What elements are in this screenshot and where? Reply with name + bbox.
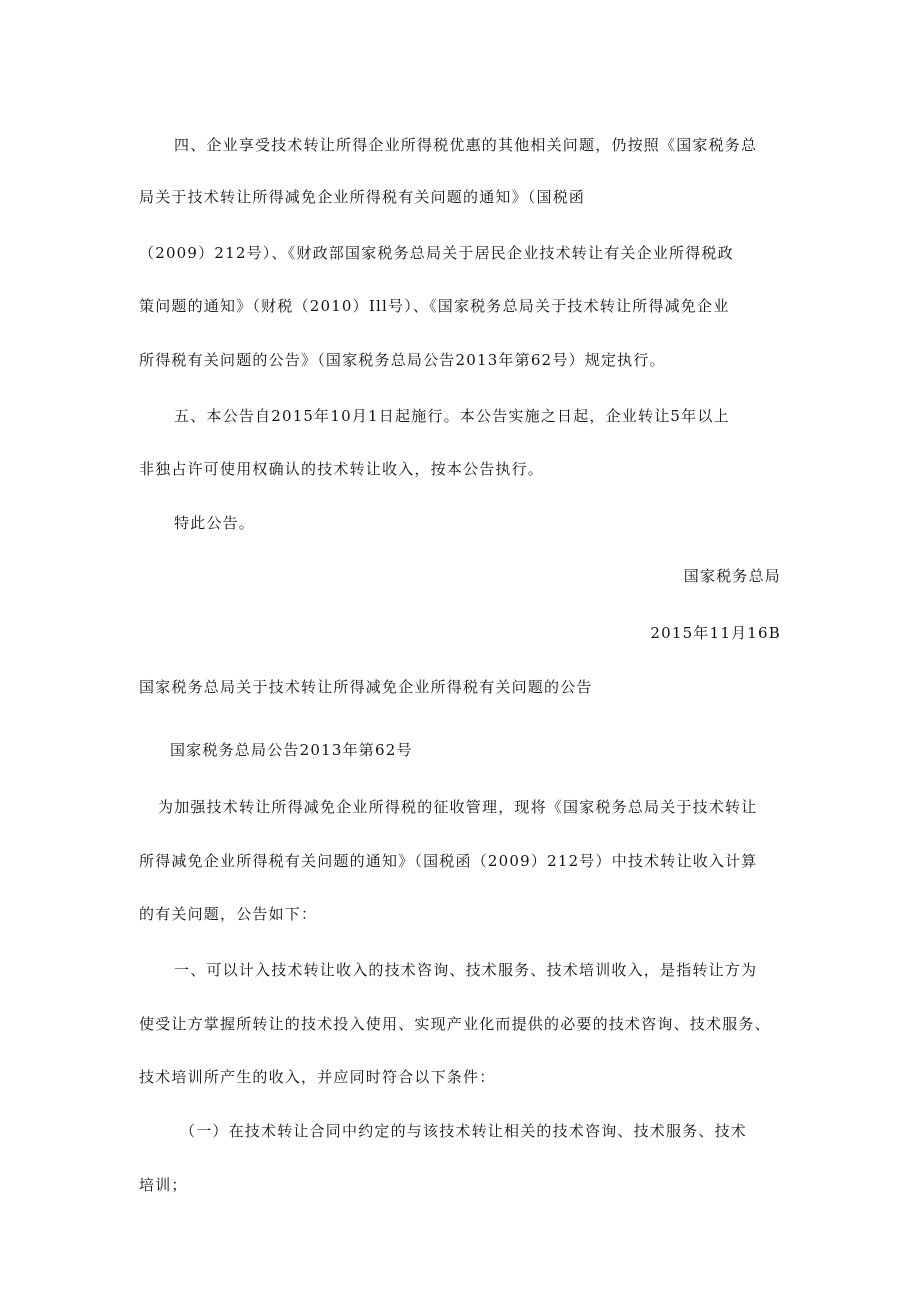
- closing-text: 特此公告。: [174, 514, 256, 532]
- item1-line-2: 使受让方掌握所转让的技术投入使用、实现产业化而提供的必要的技术咨询、技术服务、: [139, 1015, 771, 1033]
- sub1-line-2: 培训；: [139, 1176, 188, 1194]
- second-notice-title: 国家税务总局关于技术转让所得减免企业所得税有关问题的公告: [139, 678, 593, 696]
- intro-line-1: 为加强技术转让所得减免企业所得税的征收管理，现将《国家税务总局关于技术转让: [158, 798, 758, 816]
- intro-line-2: 所得减免企业所得税有关问题的通知》（国税函（2009）212号）中技术转让收入计算: [139, 852, 758, 870]
- sub1-line-1: （一）在技术转让合同中约定的与该技术转让相关的技术咨询、技术服务、技术: [180, 1122, 748, 1140]
- section5-line-2: 非独占许可使用权确认的技术转让收入，按本公告执行。: [139, 460, 545, 478]
- second-notice-number: 国家税务总局公告2013年第62号: [170, 741, 413, 759]
- section4-line-5: 所得税有关问题的公告》（国家税务总局公告2013年第62号）规定执行。: [139, 351, 666, 369]
- item1-line-1: 一、可以计入技术转让收入的技术咨询、技术服务、技术培训收入，是指转让方为: [174, 961, 758, 979]
- section4-line-2: 局关于技术转让所得减免企业所得税有关问题的通知》（国税函: [139, 188, 586, 206]
- section4-line-1: 四、企业享受技术转让所得企业所得税优惠的其他相关问题，仍按照《国家税务总: [174, 136, 758, 154]
- section4-line-4: 策问题的通知》（财税（2010）Ill号）、《国家税务总局关于技术转让所得减免企业: [139, 297, 730, 315]
- item1-line-3: 技术培训所产生的收入，并应同时符合以下条件：: [139, 1068, 496, 1086]
- intro-line-3: 的有关问题，公告如下：: [139, 905, 318, 923]
- signature-date: 2015年11月16B: [650, 624, 781, 642]
- section4-line-3: （2009）212号）、《财政部国家税务总局关于居民企业技术转让有关企业所得税政: [139, 244, 734, 262]
- section5-line-1: 五、本公告自2015年10月1日起施行。本公告实施之日起，企业转让5年以上: [174, 407, 730, 425]
- signature-issuer: 国家税务总局: [683, 567, 781, 585]
